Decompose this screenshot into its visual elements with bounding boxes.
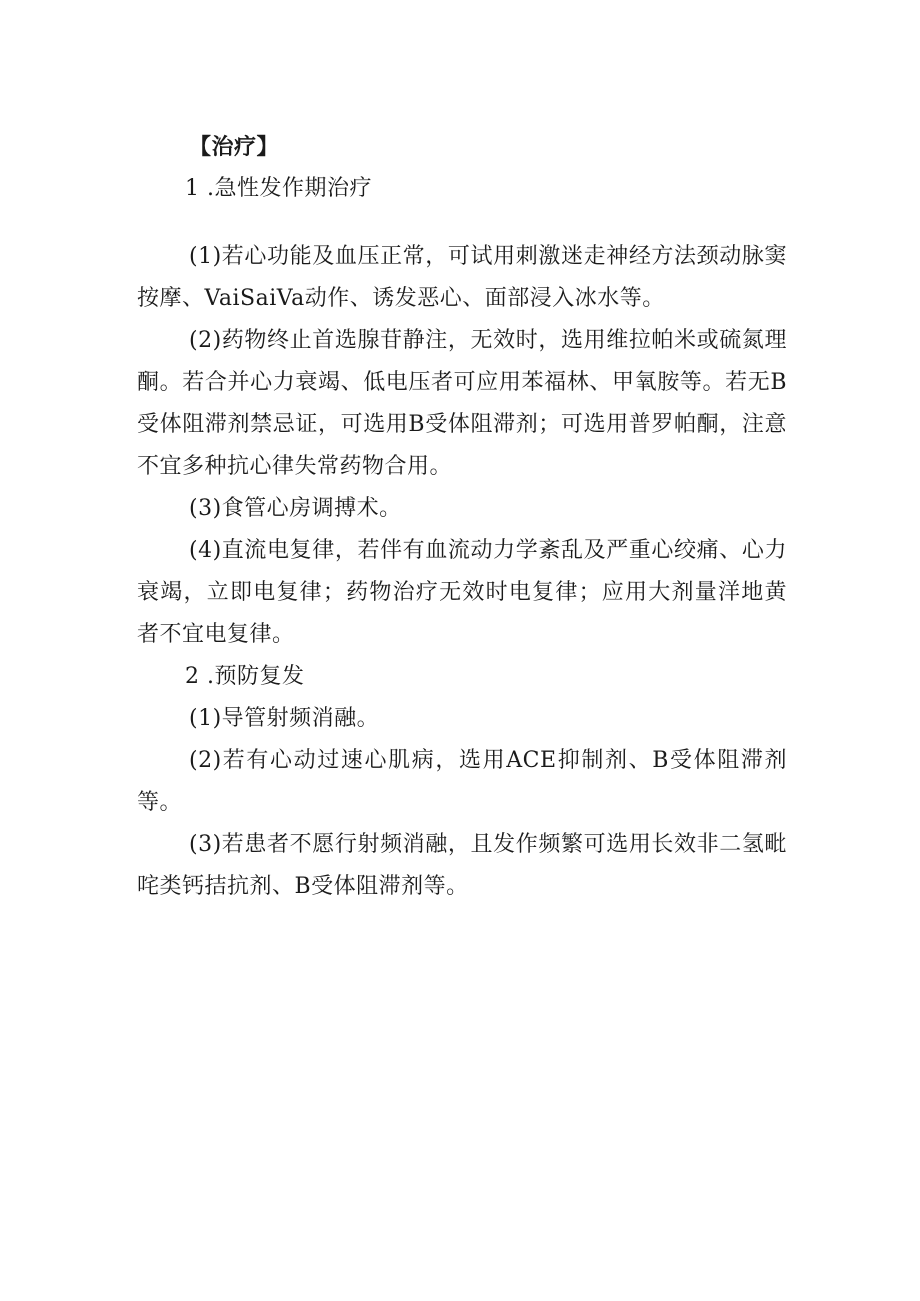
document-body	[137, 126, 787, 908]
part1-item-4: (4)直流电复律，若伴有血流动力学紊乱及严重心绞痛、心力衰竭，立即电复律；药物治疗无效时电复律；应用大剂量洋地黄者不宜电复律。	[137, 538, 787, 647]
part1-item-1: (1)若心功能及血压正常，可试用刺激迷走神经方法颈动脉窦按摩、VaiSaiVa动作、诱发恶心、面部浸入冰水等。	[137, 244, 787, 311]
part1-heading: 1 .急性发作期治疗	[185, 176, 372, 201]
part1-item-3: (3)食管心房调搏术。	[189, 496, 402, 521]
part2-item-1: (1)导管射频消融。	[189, 706, 380, 731]
section-title: 【治疗】	[189, 134, 280, 160]
part2-item-2: (2)若有心动过速心肌病，选用ACE抑制剂、B受体阻滞剂等。	[137, 748, 787, 815]
part2-heading: 2 .预防复发	[185, 664, 305, 689]
part1-item-2: (2)药物终止首选腺苷静注，无效时，选用维拉帕米或硫氮理酮。若合并心力衰竭、低电压者可应用苯福林、甲氧胺等。若无B受体阻滞剂禁忌证，可选用B受体阻滞剂；可选用普罗帕酮，注意不宜多种抗心律失常药物合用。	[137, 328, 787, 479]
part2-item-3: (3)若患者不愿行射频消融，且发作频繁可选用长效非二氢毗咤类钙拮抗剂、B受体阻滞剂等。	[137, 832, 787, 899]
